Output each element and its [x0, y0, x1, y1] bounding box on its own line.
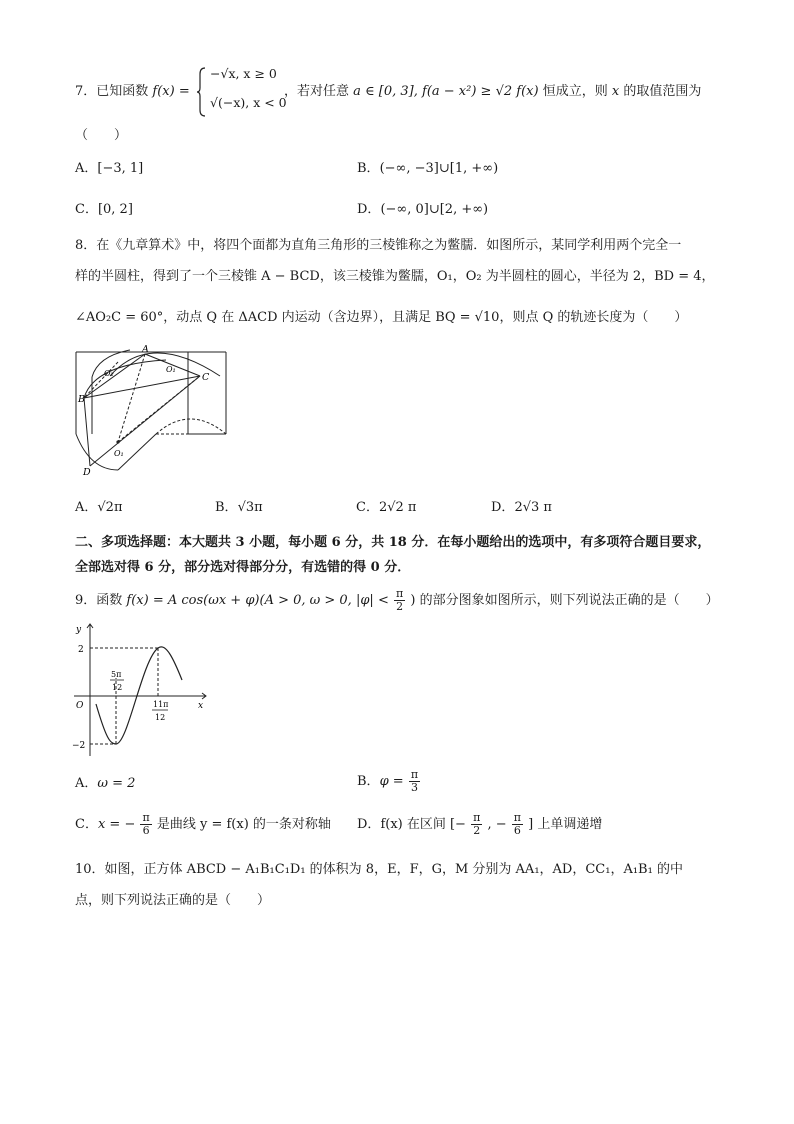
q7-paren: （ ） [75, 128, 128, 143]
label-A: A [142, 344, 149, 355]
q7-piece-1: −√x, x ≥ 0 [210, 66, 277, 81]
q9-number: 9．函数 [75, 593, 123, 608]
q9-option-d[interactable]: D．f(x) 在区间 [− $\frac{\pi}{2}$ , − $\frac{\pi}{6}$ ] 上单调递增 [357, 811, 603, 837]
q8-line-1: 8．在《九章算术》中，将四个面都为直角三角形的三棱锥称之为鳖臑．如图所示，某同学利用两个完全一 [75, 238, 682, 253]
q8-option-a[interactable]: A．√2π [75, 500, 123, 515]
q7-option-d[interactable]: D．(−∞, 0]∪[2, +∞) [357, 202, 489, 217]
q7-tail-text: 恒成立，则 [542, 84, 608, 99]
cos-curve [96, 647, 182, 744]
q7-number: 7．已知函数 [75, 84, 149, 99]
q8-line-2: 样的半圆柱，得到了一个三棱锥 A − BCD，该三棱锥为鳖臑，O₁，O₂ 为半圆柱的圆心，半径为 2，BD = 4， [75, 269, 715, 284]
graph-tick1-den: 12 [112, 683, 123, 692]
graph-y-label: y [76, 625, 82, 635]
label-C: C [202, 372, 210, 383]
q8-option-b[interactable]: B．√3π [215, 500, 263, 515]
graph-y-top: 2 [78, 645, 84, 655]
graph-y-bottom: −2 [72, 741, 86, 751]
graph-origin: O [76, 701, 84, 711]
graph-tick2-den: 12 [155, 713, 166, 722]
q9-graph [70, 620, 220, 758]
section-2-line-2: 全部选对得 6 分，部分选对得部分分，有选错的得 0 分． [75, 560, 411, 575]
q7-option-b[interactable]: B．(−∞, −3]∪[1, +∞) [357, 161, 499, 176]
label-B: B [78, 394, 85, 405]
q7-mid-text: ，若对任意 [284, 84, 350, 99]
q7-cond: a ∈ [0, 3], f(a − x²) ≥ √2 f(x) [353, 84, 539, 99]
q9-func: f(x) = A cos(ωx + φ)(A > 0, ω > 0, |φ| < [126, 593, 389, 608]
q9-post: ) 的部分图象如图所示，则下列说法正确的是（ ） [410, 593, 719, 608]
q7-tail2-text: 的取值范围为 [623, 84, 702, 99]
q7-piece-2: √(−x), x < 0 [210, 95, 287, 110]
q10-line-1: 10．如图，正方体 ABCD − A₁B₁C₁D₁ 的体积为 8，E，F，G，M 分别为 AA₁，AD，CC₁，A₁B₁ 的中 [75, 862, 683, 877]
graph-tick2-num: 11π [153, 700, 169, 709]
q8-line-3: ∠AO₂C = 60°，动点 Q 在 ΔACD 内运动（含边界），且满足 BQ = √10，则点 Q 的轨迹长度为（ ） [75, 310, 688, 325]
q7-brace [197, 66, 207, 118]
q8-option-c[interactable]: C．2√2 π [356, 500, 417, 515]
graph-tick1-num: 5π [111, 670, 122, 679]
label-O1-bottom: O₁ [114, 449, 124, 458]
q7-fx: f(x) = [152, 84, 190, 99]
q9-frac: $\frac{\pi}{2}$ [395, 587, 404, 613]
graph-x-label: x [198, 701, 204, 711]
q9-option-a[interactable]: A．ω = 2 [75, 776, 136, 791]
q8-option-d[interactable]: D．2√3 π [491, 500, 552, 515]
label-D: D [83, 467, 91, 478]
q9-option-b[interactable]: B．φ = $\frac{\pi}{3}$ [357, 768, 419, 794]
q9-option-c[interactable]: C．x = − $\frac{\pi}{6}$ 是曲线 y = f(x) 的一条对称轴 [75, 811, 331, 837]
q10-line-2: 点，则下列说法正确的是（ ） [75, 893, 271, 908]
label-O2: O₂ [104, 369, 114, 378]
q7-stem [75, 83, 190, 101]
q7-condition [284, 83, 701, 101]
q9-stem [75, 588, 719, 613]
q8-figure [70, 342, 240, 478]
q7-option-a[interactable]: A．[−3, 1] [75, 161, 144, 176]
section-2-line-1: 二、多项选择题：本大题共 3 小题，每小题 6 分，共 18 分．在每小题给出的选项中，有多项符合题目要求， [75, 535, 711, 550]
left-cylinder-bottom [76, 434, 118, 470]
q7-option-c[interactable]: C．[0, 2] [75, 202, 133, 217]
q7-var: x [611, 84, 620, 99]
label-O1: O₁ [166, 365, 176, 374]
